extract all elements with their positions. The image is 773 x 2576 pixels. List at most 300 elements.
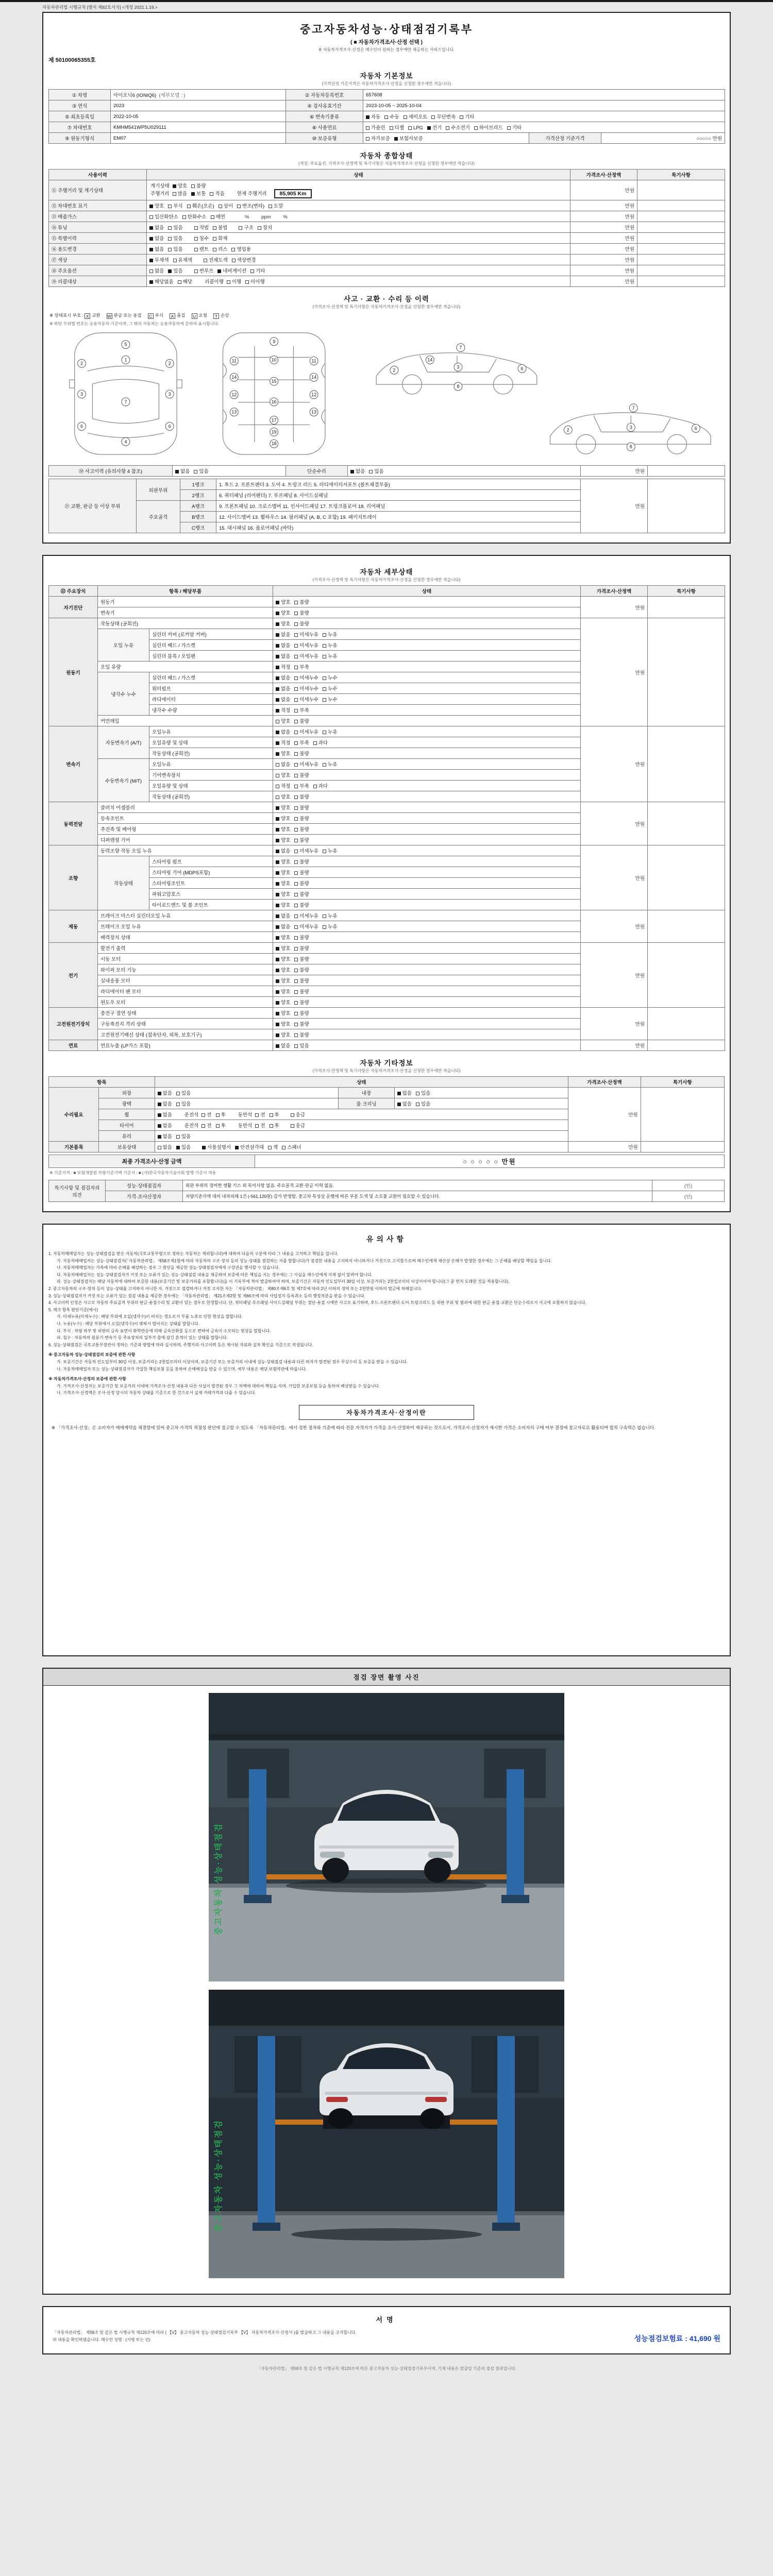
item-state xyxy=(273,597,581,607)
overall-row xyxy=(49,244,725,255)
checkbox xyxy=(178,280,181,284)
checkbox-option: 적음 xyxy=(210,190,224,197)
field-label: ① 차명 xyxy=(49,90,111,100)
checkbox xyxy=(149,248,153,251)
checkbox-option: 가솔린 xyxy=(366,124,385,131)
detail-table xyxy=(48,585,725,1051)
checkbox-option: 양호 xyxy=(276,988,290,995)
item-state xyxy=(273,640,581,651)
note-cell xyxy=(648,802,725,845)
final-price-table xyxy=(48,1155,725,1168)
misc-table xyxy=(48,1076,725,1153)
item-state xyxy=(273,943,581,954)
checkbox-option: 양호 xyxy=(276,955,290,962)
checkbox xyxy=(323,687,326,691)
checkbox-option: 양호 xyxy=(276,815,290,822)
section-main-info xyxy=(42,12,731,544)
checkbox-option: 응급 xyxy=(291,1111,305,1118)
checkbox xyxy=(323,731,326,734)
rank-label: A랭크 xyxy=(180,501,216,512)
field-label: ⑩ 보증유형 xyxy=(286,133,363,144)
checkbox xyxy=(227,280,230,284)
checkbox xyxy=(158,1146,161,1149)
notice-line: 가. 자동차매매업자는 성능·상태점검자(「자동차관리법」 제58조제1항에 따라 자동차의 구조·장치 등의 성능·상태를 점검하는 자를 말합니다)가 점검한 내용을 고지하지 아니하거나 거짓으로 고지함으로써 매수인에게 재산상 손해가 발생한 경우에는 그 손해를 배상할 책임을 집니다. xyxy=(57,1258,552,1263)
checkbox-option: 양호 xyxy=(276,934,290,941)
checkbox xyxy=(294,882,298,886)
detail-row xyxy=(49,802,725,813)
checkbox-option: 과다 xyxy=(313,782,328,789)
checkbox xyxy=(231,248,235,251)
misc-item-label: 내장 xyxy=(339,1088,394,1098)
checkbox xyxy=(282,1146,285,1149)
item-label: 냉각수 수량 xyxy=(149,705,273,716)
checkbox-option: 양호 xyxy=(276,750,290,757)
sub-group-label: 자동변속기 (A/T) xyxy=(98,726,149,759)
note-cell xyxy=(637,180,725,200)
checkbox xyxy=(294,601,298,604)
note-cell xyxy=(648,943,725,1008)
checkbox-option: 후 xyxy=(270,1111,279,1118)
checkbox xyxy=(276,979,279,983)
checkbox xyxy=(276,1001,279,1005)
signature-notes xyxy=(53,2329,516,2344)
checkbox-option: 있음 xyxy=(168,245,182,252)
checkbox xyxy=(276,763,279,767)
detail-row xyxy=(49,726,725,737)
device-group-label: 변속기 xyxy=(49,726,98,802)
legend-item: A 흠집 xyxy=(170,312,185,319)
checkbox-option: 양호 xyxy=(276,869,290,876)
checkbox-option: 없음 xyxy=(158,1100,172,1107)
checkbox xyxy=(294,1023,298,1026)
checkbox-option: 불량 xyxy=(191,182,206,189)
checkbox xyxy=(294,958,298,961)
checkbox xyxy=(408,126,412,130)
section-photos xyxy=(42,1668,731,2295)
legend-item: X 교환 xyxy=(85,312,100,319)
checkbox-option: 있음 xyxy=(416,1089,430,1096)
checkbox-option: 없음 xyxy=(397,1089,412,1096)
checkbox xyxy=(294,622,298,626)
note-cell xyxy=(648,726,725,802)
checkbox xyxy=(176,1103,180,1106)
checkbox-option: 없음 xyxy=(397,1100,412,1107)
item-label: 오일 유량 xyxy=(98,662,273,672)
svg-text:18: 18 xyxy=(271,441,277,447)
item-label: 동력조향 작동 오일 누유 xyxy=(98,845,273,856)
svg-text:2: 2 xyxy=(80,361,83,366)
svg-text:2: 2 xyxy=(168,361,171,366)
item-state xyxy=(273,748,581,759)
notice-line: 4. 사고이력 인정은 사고로 자동차 주요골격 부위의 판금·용접수리 및 교환이 있는 경우로 한정합니다. 단, 쿼터패널·루프패널·사이드실패널 부위는 절단·용접 시에만 사고로 표기하며, 후드·프론트펜더·도어·트렁크리드 등 외판 부위 및 범퍼에 대한 판금·용접·교환은 단순수리로서 사고에 포함하지 않습니다. xyxy=(48,1300,586,1306)
basic-info-table xyxy=(48,89,725,144)
misc-item-state xyxy=(155,1109,568,1120)
checkbox-option: 장치 xyxy=(258,224,272,231)
checkbox xyxy=(232,259,236,262)
checkbox xyxy=(366,115,369,119)
checkbox-option: 미세누유 xyxy=(294,912,318,919)
checkbox xyxy=(175,470,179,473)
checkbox xyxy=(173,184,176,188)
checkbox xyxy=(276,774,279,777)
item-state xyxy=(273,694,581,705)
col-item: 항목 xyxy=(49,1077,155,1088)
signature-note-1: 「자동차관리법」 제58조 및 같은 법 시행규칙 제120조에 따라 ( 【V】 중고자동차 성능·상태점검기록부 【V】 자동차가격조사·산정서 )를 발급하고 그 내용을 고지합니다. xyxy=(53,2330,357,2335)
notice-line: 2. 중고자동차의 구조·장치 등의 성능·상태를 고지하지 아니한 자, 거짓으로 점검하거나 거짓 고지한 자는 「자동차관리법」 제80조제6호 및 제7호에 따라 2년 이하의 징역 또는 2천만원 이하의 벌금에 처해집니다. xyxy=(48,1286,423,1291)
item-label: 워터펌프 xyxy=(149,683,273,694)
item-state xyxy=(273,845,581,856)
notice-line: ※ 자동차가격조사·산정의 보증에 관한 사항 xyxy=(48,1377,126,1382)
detail-row xyxy=(49,1008,725,1019)
checkbox xyxy=(276,947,279,951)
notice-line: 나. 가격조사·산정액은 조사·산정 당시의 자동차 상태를 기준으로 한 것으로서 실제 거래가격과 다를 수 있습니다. xyxy=(57,1391,256,1396)
checkbox xyxy=(294,914,298,918)
checkbox xyxy=(276,644,279,648)
legend-item: C 부식 xyxy=(148,312,163,319)
price-cell: 만원 xyxy=(570,265,637,276)
note-cell xyxy=(637,233,725,244)
misc-row xyxy=(49,1088,725,1098)
checkbox-option: 탄화수소 xyxy=(182,213,207,220)
checkbox xyxy=(294,947,298,951)
checkbox-option: 스패너 xyxy=(282,1143,301,1150)
svg-text:19: 19 xyxy=(271,429,277,435)
checkbox-option: 없음 xyxy=(276,1042,290,1049)
col-state: 상태 xyxy=(273,586,581,597)
checkbox-option: 없음 xyxy=(276,912,290,919)
checkbox xyxy=(404,115,407,119)
svg-text:14: 14 xyxy=(427,357,433,363)
checkbox xyxy=(276,893,279,896)
svg-text:7: 7 xyxy=(459,345,462,350)
checkbox xyxy=(268,1146,272,1149)
checkbox-option: 색상변경 xyxy=(232,256,256,263)
checkbox xyxy=(294,795,298,799)
checkbox-option: 전 xyxy=(255,1122,265,1129)
photo-watermark: 중고자동차 성능·상태점검 xyxy=(214,2119,223,2232)
col-price: 가격조사·산정액 xyxy=(568,1077,641,1088)
checkbox-option: 응급 xyxy=(291,1122,305,1129)
checkbox xyxy=(276,741,279,745)
checkbox-option: 도말 xyxy=(268,202,283,209)
accident-history-row xyxy=(49,466,725,477)
checkbox xyxy=(294,1033,298,1037)
item-state xyxy=(273,867,581,878)
checkbox-option: 미세누수 xyxy=(294,696,318,703)
item-state xyxy=(273,1029,581,1040)
checkbox xyxy=(294,936,298,940)
remarks-table xyxy=(48,1180,725,1202)
misc-item-label: 보유상태 xyxy=(99,1142,155,1153)
checkbox-option: 양호 xyxy=(276,825,290,833)
checkbox-option: 화재 xyxy=(213,234,227,242)
misc-item-state xyxy=(155,1098,339,1109)
checkbox-option: 불량 xyxy=(294,825,309,833)
price-cell: 만원 xyxy=(581,910,648,943)
price-cell: 만원 xyxy=(581,466,648,477)
checkbox xyxy=(173,192,176,196)
checkbox xyxy=(294,925,298,929)
checkbox-option: 불량 xyxy=(294,858,309,865)
checkbox-option: 양호 xyxy=(276,804,290,811)
checkbox xyxy=(397,1092,401,1095)
checkbox-option: 하이브리드 xyxy=(474,124,503,131)
checkbox-option: 양호 xyxy=(276,771,290,778)
item-state xyxy=(273,813,581,824)
item-label: 작동상태 (공회전) xyxy=(149,791,273,802)
device-group-label: 동력전달 xyxy=(49,802,98,845)
inspection-photo-rear-lifted xyxy=(209,1990,564,2278)
checkbox-option: 없음 xyxy=(149,267,164,274)
checkbox-option: 자가보증 xyxy=(366,134,390,142)
notice-line: 1. 자동차매매업자는 성능·상태점검을 받은 자동차(국토교통부령으로 정하는 자동차는 제외합니다)에 대하여 다음의 구분에 따라 그 내용을 고지하고 책임을 집니다. xyxy=(48,1251,339,1256)
checkbox-option: 없음 xyxy=(149,234,164,242)
col-item: 항목 / 해당부품 xyxy=(98,586,273,597)
checkbox xyxy=(276,882,279,886)
item-label: 발전기 출력 xyxy=(98,943,273,954)
checkbox-option: 미세누수 xyxy=(294,685,318,692)
checkbox xyxy=(294,676,298,680)
checkbox xyxy=(276,990,279,994)
price-cell: 만원 xyxy=(581,1008,648,1040)
checkbox-option: 전 xyxy=(201,1122,211,1129)
appraiser-seal: (인) xyxy=(652,1191,725,1202)
field-label: ② 자동차등록번호 xyxy=(286,90,363,100)
page-footer: 「자동차관리법」 제58조 및 같은 법 시행규칙 제120조에 따른 중고자동차 성능·상태점검기록부이며, 기재 내용은 발급일 기준의 점검 결과입니다. xyxy=(257,2366,516,2371)
checkbox xyxy=(255,1124,259,1128)
final-price-value: ○ ○ ○ ○ ○ 만원 xyxy=(255,1155,725,1168)
appraiser-opinion: 차량기준가액 대비 내차피해 1건 (-561,120원) 감가 반영함. 중고차 특성상 운행에 따른 부분 도색 및 소모품 교환이 필요할 수 있습니다. xyxy=(183,1191,652,1202)
svg-text:3: 3 xyxy=(629,425,632,430)
item-state xyxy=(273,1040,581,1051)
item-label: 오일유량 및 상태 xyxy=(149,737,273,748)
checkbox xyxy=(294,774,298,777)
checkbox-option: 해당없음 xyxy=(149,278,174,285)
checkbox-option: 수소전기 xyxy=(446,124,470,131)
basic-row xyxy=(49,90,725,100)
checkbox-option: 양호 xyxy=(276,998,290,1006)
item-label: 스티어링 펌프 xyxy=(149,856,273,867)
checkbox xyxy=(276,914,279,918)
svg-text:12: 12 xyxy=(311,392,317,397)
checkbox-option: 있음 xyxy=(369,467,383,474)
checkbox xyxy=(294,1012,298,1015)
overall-row xyxy=(49,180,725,200)
checkbox-option: 후 xyxy=(270,1122,279,1129)
checkbox xyxy=(276,904,279,907)
field-label: ⑧ 사용연료 xyxy=(286,122,363,133)
item-label: 기어변속장치 xyxy=(149,770,273,781)
misc-item-label: 룸 크리닝 xyxy=(339,1098,394,1109)
misc-item-state xyxy=(394,1088,568,1098)
checkbox xyxy=(270,1113,273,1117)
notice-line: 가. 가격조사·산정자는 보증기간 및 보증거리 이내에 가격조사·산정 내용과 다른 사실이 발견된 경우 그 차액에 대하여 책임을 지며, 가입한 보증보험 등을 통하여 배상받을 수 있습니다. xyxy=(57,1383,380,1388)
checkbox xyxy=(239,226,242,230)
checkbox xyxy=(194,269,198,273)
checkbox xyxy=(219,205,222,208)
warranty-type xyxy=(363,133,529,144)
checkbox xyxy=(384,115,388,119)
misc-group-label: 수리필요 xyxy=(49,1088,99,1142)
checkbox xyxy=(168,248,172,251)
field-label: ④ 검사유효기간 xyxy=(286,100,363,111)
checkbox-option: 해당 xyxy=(178,278,192,285)
checkbox xyxy=(213,237,216,241)
section-detail xyxy=(42,555,731,1212)
svg-text:14: 14 xyxy=(311,375,317,380)
checkbox-option: 훼손(오손) xyxy=(187,202,214,209)
detail-header-row xyxy=(49,586,725,597)
checkbox xyxy=(369,470,373,473)
item-label: 등속조인트 xyxy=(98,813,273,824)
checkbox-option: 무단변속 xyxy=(431,113,456,120)
checkbox xyxy=(294,979,298,983)
checkbox-option: 없음 xyxy=(158,1111,172,1118)
checkbox xyxy=(294,904,298,907)
checkbox xyxy=(276,666,279,669)
checkbox xyxy=(149,205,153,208)
checkbox-option: 미세누유 xyxy=(294,652,318,659)
checkbox xyxy=(394,137,398,141)
svg-text:3: 3 xyxy=(80,391,83,397)
notice-line: 가. 보증기간은 자동차 인도일부터 30일 이상, 보증거리는 2천킬로미터 이상이며, 보증기간 또는 보증거리 이내에 성능·상태점검 내용과 다른 하자가 발견된 경우 무상수리 등 보증을 받을 수 있습니다. xyxy=(57,1359,408,1364)
rank-items: 9. 프론트패널 10. 크로스멤버 11. 인사이드패널 17. 트렁크플로어 18. 리어패널 xyxy=(216,501,581,512)
checkbox xyxy=(294,752,298,756)
note-cell xyxy=(648,479,725,533)
checkbox-option: 자동 xyxy=(366,113,380,120)
checkbox xyxy=(294,990,298,994)
checkbox xyxy=(149,237,153,241)
checkbox xyxy=(294,871,298,875)
item-label: 배력장치 상태 xyxy=(98,932,273,943)
checkbox-option: 미세누유 xyxy=(294,631,318,638)
item-state xyxy=(273,997,581,1008)
price-cell: 만원 xyxy=(570,200,637,211)
transmission-type xyxy=(363,111,725,122)
checkbox-option: 미세누유 xyxy=(294,847,318,854)
checkbox-option: 후 xyxy=(216,1122,226,1129)
checkbox-option: 양호 xyxy=(276,836,290,843)
history-item-state xyxy=(147,255,570,265)
fuel-type xyxy=(363,122,725,133)
item-state xyxy=(273,964,581,975)
checkbox-option: 네비게이션 xyxy=(217,267,246,274)
item-state xyxy=(273,770,581,781)
checkbox xyxy=(217,269,221,273)
checkbox xyxy=(294,709,298,713)
checkbox xyxy=(158,1103,161,1106)
item-state xyxy=(273,629,581,640)
item-label: 실린더 헤드 / 가스켓 xyxy=(149,672,273,683)
svg-text:11: 11 xyxy=(231,358,237,364)
note-cell xyxy=(637,276,725,287)
item-label: 실린더 커버 (로커암 커버) xyxy=(149,629,273,640)
checkbox xyxy=(255,1113,259,1117)
price-cell: 만원 xyxy=(581,943,648,1008)
checkbox xyxy=(294,806,298,810)
history-item-state xyxy=(147,265,570,276)
checkbox-option: 불량 xyxy=(294,890,309,897)
inline-label: 동반석 xyxy=(238,1112,253,1118)
checkbox xyxy=(194,226,198,230)
misc-item-label: 광택 xyxy=(99,1098,155,1109)
svg-text:12: 12 xyxy=(231,392,237,397)
svg-text:10: 10 xyxy=(271,357,277,363)
checkbox-option: 불량 xyxy=(294,977,309,984)
checkbox-option: 있음 xyxy=(194,467,208,474)
section-signature xyxy=(42,2306,731,2354)
notices-body xyxy=(48,1250,725,1397)
detail-row xyxy=(49,910,725,921)
item-state xyxy=(273,651,581,662)
notice-line: 나. 자동차매매업자는 가목에 따라 손해를 배상하는 경우 그 원인을 제공한 성능·상태점검자에게 구상권을 행사할 수 있습니다. xyxy=(57,1265,280,1270)
checkbox-option: 양호 xyxy=(276,944,290,952)
item-label: 커먼레일 xyxy=(98,716,273,726)
checkbox xyxy=(276,850,279,853)
note-cell xyxy=(648,910,725,943)
sub-group-label: 수동변속기 (M/T) xyxy=(98,759,149,802)
checkbox-option: 불량 xyxy=(294,750,309,757)
checkbox xyxy=(268,205,272,208)
checkbox-option: 디젤 xyxy=(390,124,404,131)
checkbox xyxy=(276,622,279,626)
checkbox xyxy=(245,280,249,284)
checkbox xyxy=(168,269,172,273)
col-note: 특기사항 xyxy=(641,1077,724,1088)
checkbox-option: 양호 xyxy=(276,890,290,897)
checkbox-option: 없음 xyxy=(276,652,290,659)
note-cell xyxy=(641,1088,724,1142)
checkbox xyxy=(294,741,298,745)
form-reference: 자동차관리법 시행규칙 [별지 제82호서식] <개정 2021.1.19.> xyxy=(42,5,158,10)
car-damage-diagram xyxy=(48,330,725,461)
checkbox xyxy=(168,226,172,230)
item-state xyxy=(273,878,581,889)
checkbox-option: 전 xyxy=(201,1111,211,1118)
rank-items: 1. 후드 2. 프론트펜더 3. 도어 4. 트렁크 리드 5. 라디에이터서포트 (볼트체결부품) xyxy=(216,479,581,490)
svg-text:8: 8 xyxy=(457,384,460,389)
notice-line: 라. 성능·상태점검자는 해당 자동차에 대하여 보증한 내용(보증기간 및 보증거리를 포함합니다)을 이 기록부에 적어 발급하여야 하며, 보증기간은 자동차 인도일부터 30일 이상, 보증거리는 2천킬로미터 이상이어야 합니다(그 중 먼저 도래한 것을 적용합니다). xyxy=(57,1279,510,1284)
item-label: 충전구 절연 상태 xyxy=(98,1008,273,1019)
checkbox-option: 있음 xyxy=(176,1100,191,1107)
basic-info-note: (가격산정 기준가격은 자동차가격조사·산정을 신청한 경우에만 적습니다) xyxy=(322,81,451,86)
svg-text:2: 2 xyxy=(566,427,569,433)
checkbox-option: 양호 xyxy=(173,182,187,189)
note-cell xyxy=(648,597,725,618)
note-cell xyxy=(648,845,725,910)
col-state: 상태 xyxy=(147,170,570,180)
checkbox-option: 불량 xyxy=(294,944,309,952)
item-state xyxy=(273,791,581,802)
item-label: 파워고압호스 xyxy=(149,889,273,900)
plate-number: 657608 xyxy=(363,90,725,100)
note-cell xyxy=(637,255,725,265)
item-state xyxy=(273,802,581,813)
rank-label: B랭크 xyxy=(180,512,216,522)
notice-line: 5. 체크 항목 판단기준(예시) xyxy=(48,1307,98,1312)
history-item-label: ⑱ 주요옵션 xyxy=(49,265,147,276)
price-cell: 만원 xyxy=(570,211,637,222)
checkbox xyxy=(276,969,279,972)
misc-item-label: 유리 xyxy=(99,1131,155,1142)
price-survey-note: ※ 자동차가격조사·산정은 매수인이 원하는 경우에만 제공하는 서비스입니다. xyxy=(318,47,455,52)
svg-text:8: 8 xyxy=(629,444,632,450)
note-cell xyxy=(637,200,725,211)
checkbox-option: 보통 xyxy=(191,190,206,197)
svg-text:13: 13 xyxy=(231,409,237,415)
checkbox xyxy=(460,115,463,119)
notice-line: ※ 중고자동차 성능·상태점검의 보증에 관한 사항 xyxy=(48,1352,136,1358)
